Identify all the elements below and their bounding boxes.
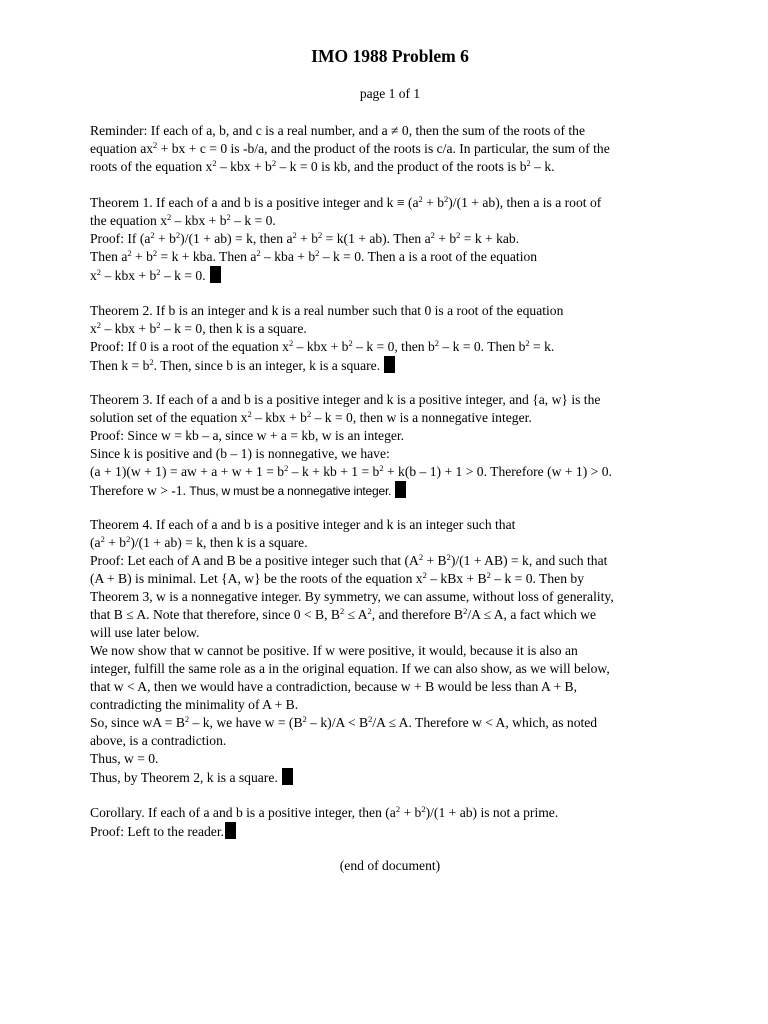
text-line: above, is a contradiction. <box>90 733 227 748</box>
page-number: page 1 of 1 <box>359 86 421 101</box>
corollary <box>90 804 690 841</box>
text-line: Proof: Since w = kb – a, since w + a = kb, w is an integer. <box>90 428 405 443</box>
text-line: Proof: Let each of A and B be a positive integer such that $(A^2 + B^2)/(1 + AB) = k$, and such that <box>90 552 608 568</box>
text-line: integer, fulfill the same role as a in the original equation. If we can also show, as we will below, <box>90 661 610 676</box>
text-line: Theorem 4. If each of a and b is a positive integer and k is an integer such that <box>90 517 516 532</box>
text-line: Thus, w = 0. <box>90 751 159 766</box>
theorem-3 <box>90 391 690 500</box>
text-line: Theorem 3. If each of a and b is a positive integer and k is a positive integer, and {a, w} is the <box>90 392 601 407</box>
text-line: So, since wA = $B^2$ – k, we have $w = (B^2 - k)/A < B^2/A \le A$. Therefore w < A, which, as noted <box>90 714 598 730</box>
text-line: will use later below. <box>90 625 200 640</box>
text-line: Theorem 1. If each of a and b is a positive integer and $k \equiv (a^2 + b^2)/(1 + ab)$, then a is a root of <box>90 194 602 210</box>
text-line: $(a^2 + b^2)/(1 + ab) = k$, then k is a square. <box>90 534 308 550</box>
text-line: We now show that w cannot be positive. If w were positive, it would, because it is also an <box>90 643 578 658</box>
text-line: (a + 1)(w + 1) = aw + $a + w + 1 = b^2 - k$ + kb + $1 = b^2 + k(b - 1) + 1 > 0$. Therefore (w + 1) > 0. <box>90 463 612 479</box>
text-line: contradicting the minimality of A + B. <box>90 697 299 712</box>
text-line: $x^2$ – kbx + $b^2 - k = 0$, then k is a square. <box>90 320 307 336</box>
text-line: roots of the equation $x^2$ – kbx + $b^2 - k = 0$ is kb, and the product of the roots is $b^2$ – k. <box>90 158 555 174</box>
text-line: Proof: If 0 is a root of the equation $x^2$ – kbx + $b^2 - k = 0$, then $b^2 - k = 0$. Then $b^2 = k$. <box>90 338 555 354</box>
theorem-4 <box>90 516 690 787</box>
text-line: Then $a^2 + b^2 = k$ + kba. Then $a^2$ – kba + $b^2 - k = 0$. Then a is a root of the equation <box>90 248 538 264</box>
text-line: Thus, by Theorem 2, k is a square. <box>90 768 690 787</box>
text-line: Proof: Left to the reader. <box>90 822 690 841</box>
text-line: Since k is positive and (b – 1) is nonnegative, we have: <box>90 446 390 461</box>
text-line: that B ≤ A. Note that therefore, since 0 < B, $B^2 \le A^2$, and therefore $B^2/A \le A$, a fact which we <box>90 606 597 622</box>
document-title: IMO 1988 Problem 6 <box>311 46 469 66</box>
text-line: the equation $x^2$ – kbx + $b^2 - k = 0$. <box>90 212 276 228</box>
text-line: equation $ax^2$ + bx + c = 0 is -b/a, and the product of the roots is c/a. In particular, the sum of the <box>90 140 610 156</box>
theorem-1 <box>90 194 690 285</box>
qed-square-icon <box>282 768 293 785</box>
text-line: Proof: If $(a^2 + b^2)/(1 + ab) = k$, then $a^2 + b^2 = k(1 + ab)$. Then $a^2 + b^2 = k$ + kab. <box>90 230 520 246</box>
reminder-paragraph <box>90 122 690 176</box>
text-line: $x^2$ – kbx + $b^2 - k = 0$. <box>90 266 690 285</box>
text-line: Corollary. If each of a and b is a positive integer, then $(a^2 + b^2)/(1 + ab)$ is not a prime. <box>90 804 559 820</box>
end-of-document: (end of document) <box>339 858 441 873</box>
qed-square-icon <box>384 356 395 373</box>
qed-square-icon <box>225 822 236 839</box>
text-line: Then $k = b^2$. Then, since b is an integer, k is a square. <box>90 356 690 375</box>
text-line: solution set of the equation $x^2$ – kbx + $b^2 - k = 0$, then w is a nonnegative integer. <box>90 409 532 425</box>
qed-square-icon <box>395 481 406 498</box>
text-line: Theorem 3, w is a nonnegative integer. By symmetry, we can assume, without loss of generality, <box>90 589 614 604</box>
text-line: (A + B) is minimal. Let {A, w} be the roots of the equation $x^2$ – kBx + $B^2 - k = 0$. Then by <box>90 570 584 586</box>
text-line: Reminder: If each of a, b, and c is a real number, and a ≠ 0, then the sum of the roots of the <box>90 123 585 138</box>
text-line: that w < A, then we would have a contradiction, because w + B would be less than A + B, <box>90 679 577 694</box>
text-line: Therefore w > -1. Thus, w must be a nonnegative integer. <box>90 481 690 500</box>
text-line: Theorem 2. If b is an integer and k is a real number such that 0 is a root of the equation <box>90 303 564 318</box>
theorem-2 <box>90 302 690 375</box>
qed-square-icon <box>210 266 221 283</box>
